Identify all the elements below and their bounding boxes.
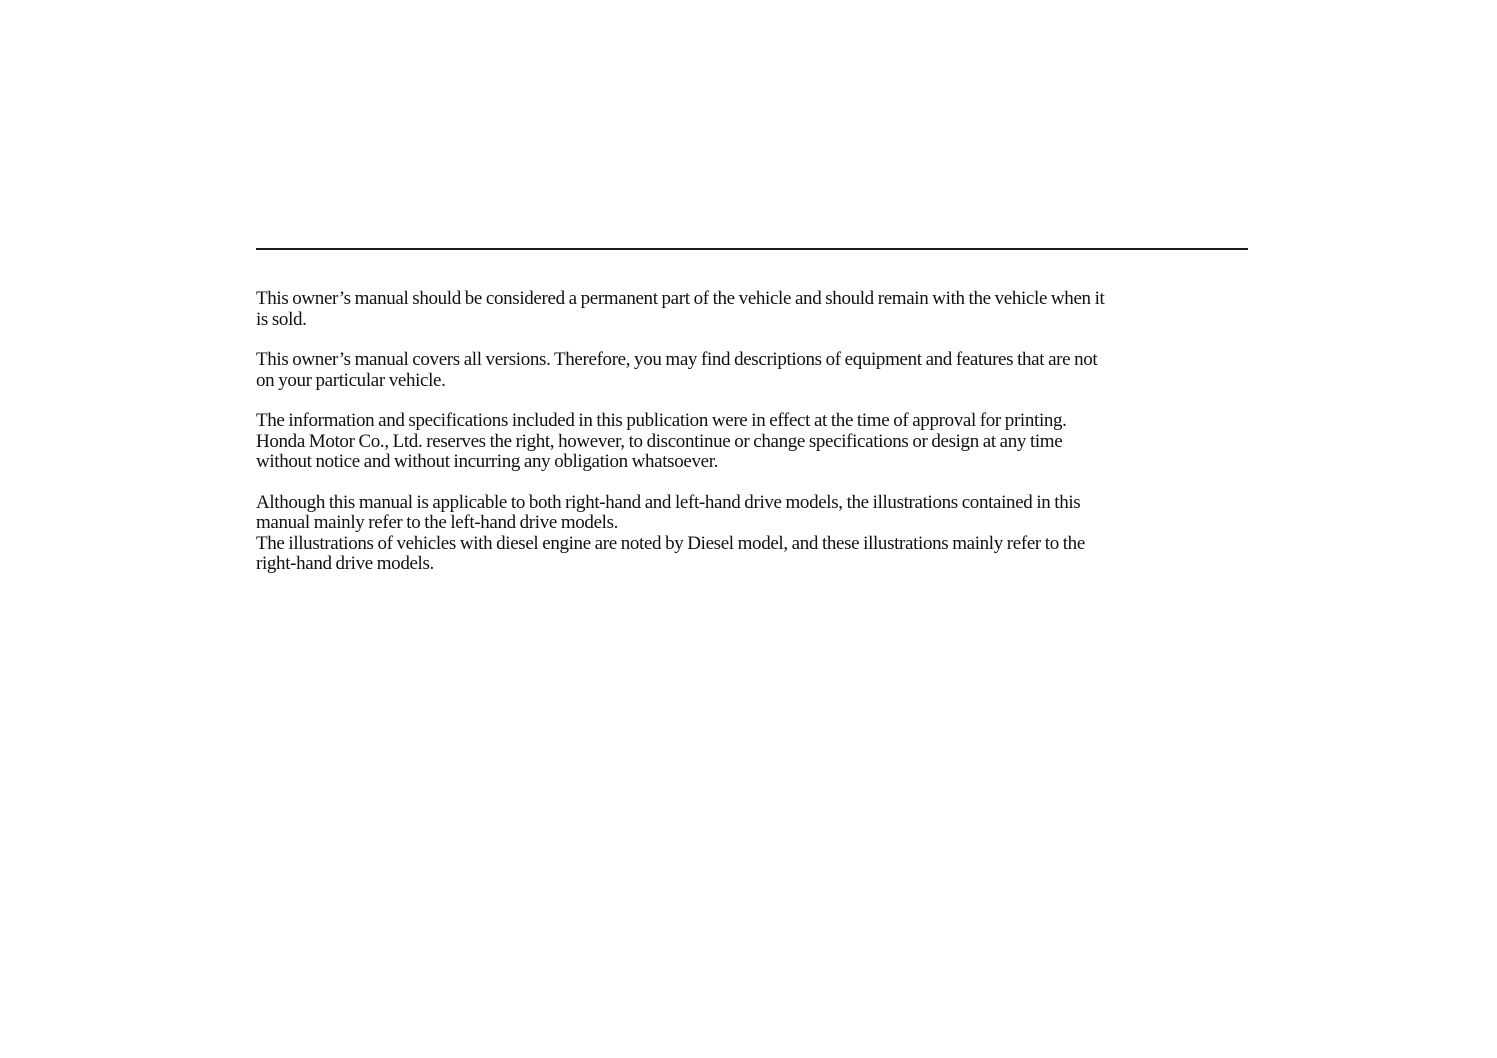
text-line: manual mainly refer to the left-hand drive models. [256,512,619,533]
text-line: Although this manual is applicable to both right-hand and left-hand drive models, the illustrations contained in this [256,491,1081,513]
text-line: The illustrations of vehicles with diesel engine are noted by Diesel model, and these illustrations mainly refer to the [256,532,1085,554]
top-horizontal-rule [256,248,1248,250]
text-line: This owner’s manual should be considered a permanent part of the vehicle and should remain with the vehicle when it [256,288,1105,309]
paragraph-illustrations [256,493,1256,575]
text-line: without notice and without incurring any obligation whatsoever. [256,451,719,472]
text-line: This owner’s manual covers all versions. Therefore, you may find descriptions of equipment and features that are not [256,349,1098,370]
text-line: right-hand drive models. [256,553,434,574]
text-line: Honda Motor Co., Ltd. reserves the right, however, to discontinue or change specifications or design at any time [256,430,1063,452]
paragraph-specifications [256,411,1256,473]
paragraph-all-versions [256,350,1256,391]
manual-notice-text [256,289,1256,595]
text-line: The information and specifications included in this publication were in effect at the time of approval for printing. [256,410,1067,431]
paragraph-permanent-part [256,289,1256,330]
text-line: on your particular vehicle. [256,369,446,391]
text-line: is sold. [256,308,307,330]
